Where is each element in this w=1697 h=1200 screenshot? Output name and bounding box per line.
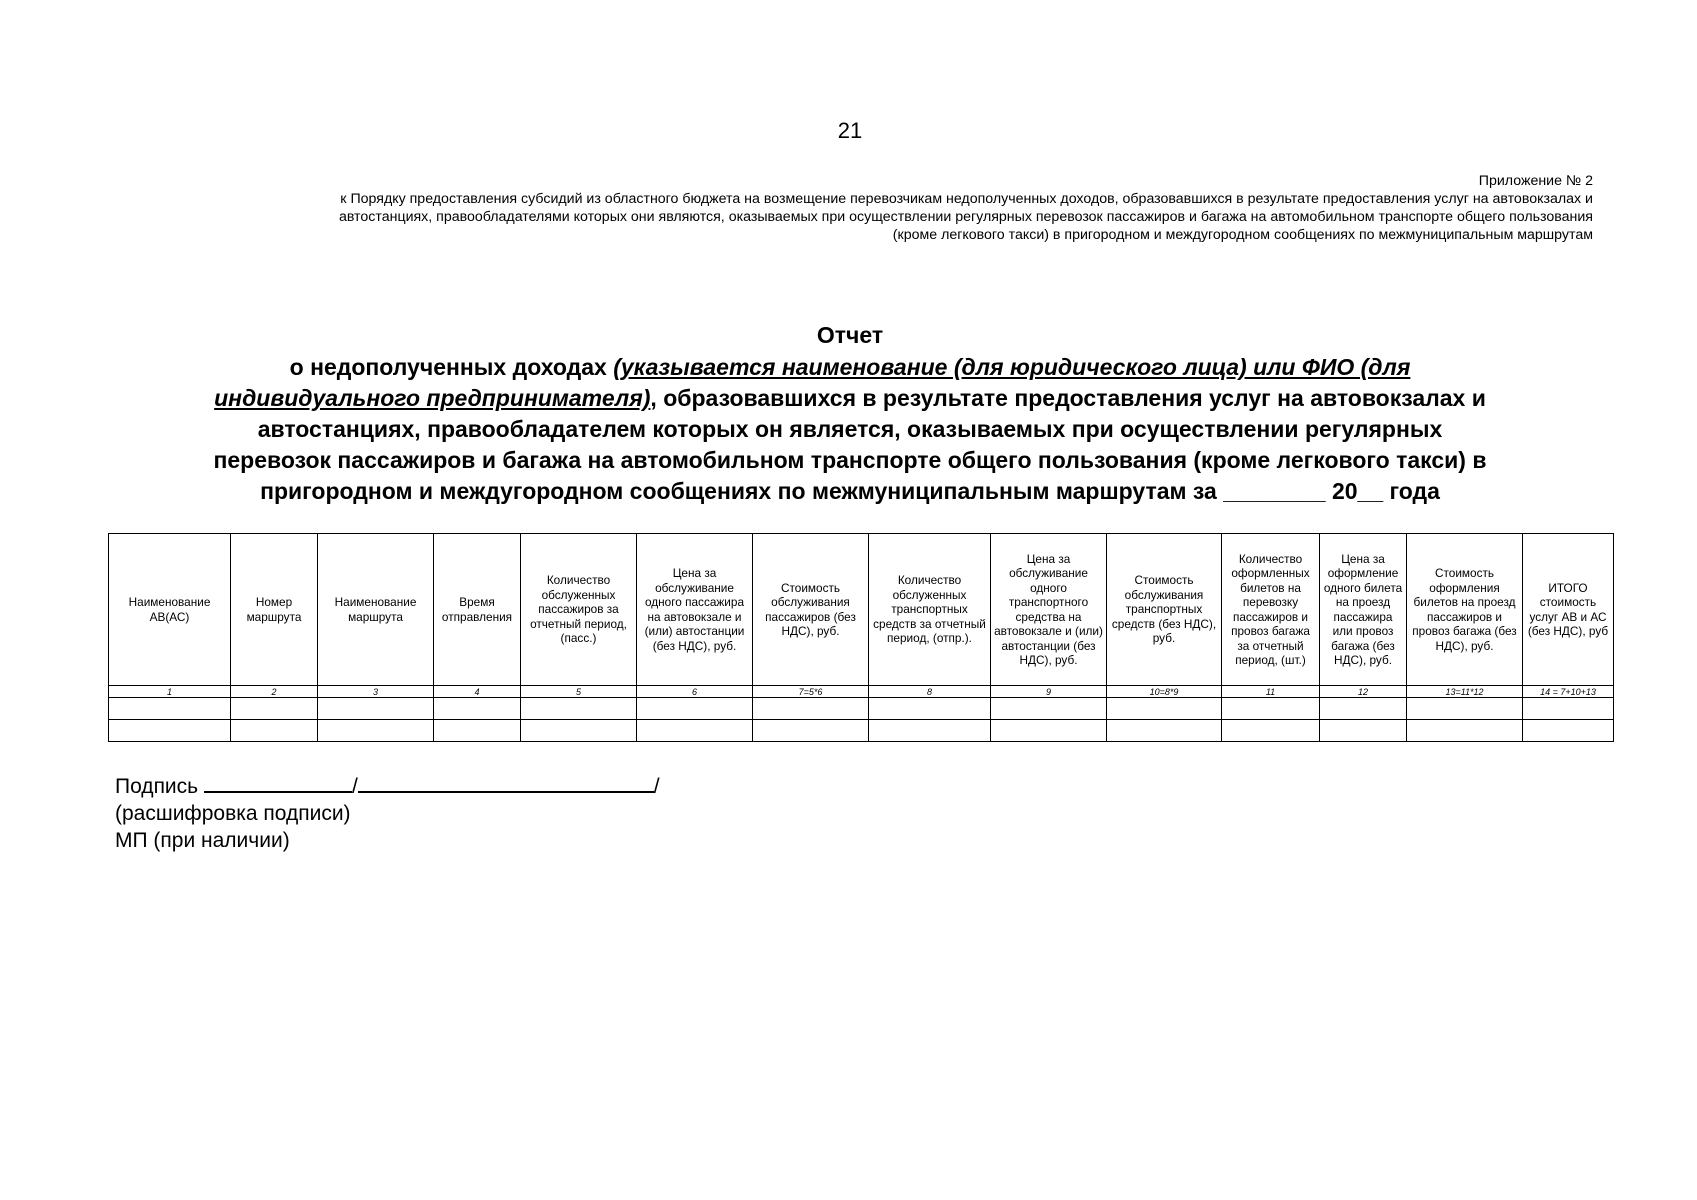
column-header: Наименование маршрута xyxy=(318,534,434,686)
table-cell[interactable] xyxy=(991,720,1107,742)
signature-field[interactable] xyxy=(204,771,352,793)
report-line-2 xyxy=(110,383,1590,414)
signature-decode: (расшифровка подписи) xyxy=(115,802,351,825)
column-header: Количество обслуженных пассажиров за отчетный период, (пасс.) xyxy=(521,534,637,686)
table-cell[interactable] xyxy=(318,720,434,742)
table-cell[interactable] xyxy=(109,698,231,720)
table-cell[interactable] xyxy=(1407,720,1523,742)
column-number: 3 xyxy=(318,686,434,698)
column-number: 14 = 7+10+13 xyxy=(1523,686,1614,698)
table-cell[interactable] xyxy=(1523,720,1614,742)
report-line-2-placeholder: индивидуального предпринимателя) xyxy=(214,385,651,411)
table-cell[interactable] xyxy=(231,720,318,742)
column-header: Количество оформленных билетов на перевозку пассажиров и провоз багажа за отчетный период, (шт.) xyxy=(1222,534,1320,686)
signature-line xyxy=(115,771,660,800)
column-header: Стоимость обслуживания транспортных средств (без НДС), руб. xyxy=(1107,534,1222,686)
report-table xyxy=(108,533,1614,742)
appendix-title: Приложение № 2 xyxy=(1478,173,1593,189)
table-cell[interactable] xyxy=(521,720,637,742)
table-cell[interactable] xyxy=(109,720,231,742)
table-cell[interactable] xyxy=(1222,720,1320,742)
appendix-line-2: автостанциях, правообладателями которых они являются, оказываемых при осуществлении регулярных перевозок пассажиров и багажа на автомобильном транспорте общего пользования xyxy=(338,209,1593,225)
column-number: 6 xyxy=(637,686,753,698)
table-cell[interactable] xyxy=(869,698,991,720)
signature-label: Подпись xyxy=(115,775,199,798)
table-cell[interactable] xyxy=(521,698,637,720)
table-cell[interactable] xyxy=(1320,698,1407,720)
column-number: 7=5*6 xyxy=(753,686,869,698)
table-cell[interactable] xyxy=(753,720,869,742)
report-line-1-placeholder: (указывается наименование (для юридического лица) или ФИО (для xyxy=(613,354,1411,380)
report-line-1-text: о недополученных доходах xyxy=(289,354,614,380)
column-number: 13=11*12 xyxy=(1407,686,1523,698)
table-cell[interactable] xyxy=(1107,720,1222,742)
table-cell[interactable] xyxy=(1107,698,1222,720)
column-number: 2 xyxy=(231,686,318,698)
column-header: Цена за оформление одного билета на проезд пассажира или провоз багажа (без НДС), руб. xyxy=(1320,534,1407,686)
column-header: Наименование АВ(АС) xyxy=(109,534,231,686)
table-cell[interactable] xyxy=(991,698,1107,720)
column-number: 1 xyxy=(109,686,231,698)
column-number: 5 xyxy=(521,686,637,698)
column-header: Цена за обслуживание одного транспортного средства на автовокзале и (или) автостанции (без НДС), руб. xyxy=(991,534,1107,686)
column-number: 12 xyxy=(1320,686,1407,698)
column-header: Стоимость обслуживания пассажиров (без НДС), руб. xyxy=(753,534,869,686)
table-cell[interactable] xyxy=(637,720,753,742)
table-row xyxy=(109,698,1614,720)
column-number-row xyxy=(109,686,1614,698)
report-line-2-text: , образовавшихся в результате предоставления услуг на автовокзалах и xyxy=(650,385,1486,411)
signature-slash-2: / xyxy=(653,775,660,798)
signature-block xyxy=(115,771,660,854)
page-number: 21 xyxy=(837,118,863,143)
appendix-line-1: к Порядку предоставления субсидий из областного бюджета на возмещение перевозчикам недополученных доходов, образовавшихся в результате предоставления услуг на автовокзалах и xyxy=(340,191,1593,207)
table-cell[interactable] xyxy=(637,698,753,720)
table-cell[interactable] xyxy=(434,698,521,720)
column-number: 8 xyxy=(869,686,991,698)
signature-slash-1: / xyxy=(351,775,358,798)
table-cell[interactable] xyxy=(1407,698,1523,720)
table-row xyxy=(109,720,1614,742)
report-line-3: автостанциях, правообладателем которых он является, оказываемых при осуществлении регулярных xyxy=(257,416,1443,442)
column-header: ИТОГО стоимость услуг АВ и АС (без НДС), руб xyxy=(1523,534,1614,686)
column-header: Номер маршрута xyxy=(231,534,318,686)
column-number: 4 xyxy=(434,686,521,698)
report-heading xyxy=(110,352,1590,507)
column-number: 10=8*9 xyxy=(1107,686,1222,698)
report-line-5: пригородном и междугородном сообщениях по межмуниципальным маршрутам за ________ 20__ года xyxy=(260,478,1440,504)
column-header: Количество обслуженных транспортных средств за отчетный период, (отпр.). xyxy=(869,534,991,686)
report-title: Отчет xyxy=(816,322,884,348)
appendix-line-3: (кроме легкового такси) в пригородном и междугородном сообщениях по межмуниципальным маршрутам xyxy=(892,227,1593,243)
table-header-row xyxy=(109,534,1614,686)
table-cell[interactable] xyxy=(1523,698,1614,720)
report-line-1 xyxy=(110,352,1590,383)
table-cell[interactable] xyxy=(869,720,991,742)
table-cell[interactable] xyxy=(318,698,434,720)
table-cell[interactable] xyxy=(1222,698,1320,720)
column-header: Время отправления xyxy=(434,534,521,686)
signature-name-field[interactable] xyxy=(358,771,654,793)
column-header: Цена за обслуживание одного пассажира на автовокзале и (или) автостанции (без НДС), руб. xyxy=(637,534,753,686)
table-cell[interactable] xyxy=(1320,720,1407,742)
column-number: 9 xyxy=(991,686,1107,698)
table-cell[interactable] xyxy=(434,720,521,742)
column-number: 11 xyxy=(1222,686,1320,698)
appendix-block xyxy=(150,172,1593,244)
column-header: Стоимость оформления билетов на проезд пассажиров и провоз багажа (без НДС), руб. xyxy=(1407,534,1523,686)
stamp-label: МП (при наличии) xyxy=(115,829,290,852)
report-line-4: перевозок пассажиров и багажа на автомобильном транспорте общего пользования (кроме легкового такси) в xyxy=(213,447,1487,473)
table-cell[interactable] xyxy=(753,698,869,720)
table-cell[interactable] xyxy=(231,698,318,720)
